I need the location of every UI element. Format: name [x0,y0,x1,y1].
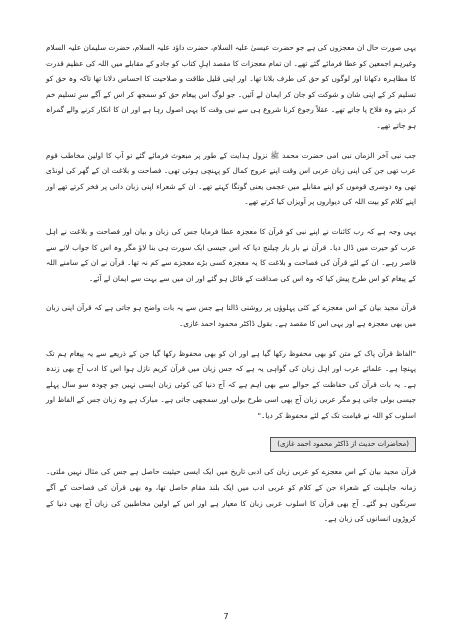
paragraph-6: قرآن مجید بیان کے اس معجزے کو عربی زبان کی ادبی تاریخ میں ایک ایسی حیثیت حاصل ہے جس کی مثال نہیں ملتی۔ زمانہ جاہلیت کے شعراء جن کے کلام کو عربی ادب میں ایک بلند مقام حاصل تھا، وہ بھی قرآن کی فصاحت کے آگے سرنگوں ہو گئے۔ آج بھی قرآن کا اسلوب عربی زبان کا معیار ہے اور اس کے اولین مخاطبین کی زبان آج بھی دنیا کے کروڑوں انسانوں کی زبان ہے۔ [46,467,416,524]
paragraph-4: قرآن مجید بیان کے اس معجزے کے کئی پہلوؤں پر روشنی ڈالتا ہے جس سے یہ بات واضح ہو جاتی ہے کہ قرآن اپنی زبان میں بھی معجزہ ہے اور یہی اس کا مقصد ہے۔ بقول ڈاکٹر محمود احمد غازی۔ [46,303,416,328]
source-citation-box: (محاضرات حدیث از ڈاکٹر محمود احمد غازی) [270,437,416,452]
quotation-paragraph: "الفاظ قرآن پاک کے متن کو بھی محفوظ رکھا گیا ہے اور ان کو بھی محفوظ رکھا گیا جن کے ذریعے سے یہ پیغام ہم تک پہنچا ہے۔ علمائے عرب اور اہل زبان کی گواہی یہ ہے کہ جس زبان میں قرآن کریم نازل ہوا اس کا ادب آج بھی زندہ ہے۔ یہ بات قرآن کی حفاظت کے حوالے سے بھی اہم ہے کہ آج دنیا کی کوئی زبان ایسی نہیں جو چودہ سو سال پہلے جیسی بولی جاتی ہو مگر عربی زبان آج بھی اسی طرح بولی اور سمجھی جاتی ہے۔ مبارک ہے وہ زبان جس کے الفاظ اور اسلوب کو اللہ نے قیامت تک کے لئے محفوظ کر دیا۔" [46,348,416,420]
paragraph-3: یہی وجہ ہے کہ رب کائنات نے اپنے نبی کو قرآن کا معجزہ عطا فرمایا جس کی زبان و بیان اور فصاحت و بلاغت نے اہل عرب کو حیرت میں ڈال دیا۔ قرآن نے بار بار چیلنج دیا کہ اس جیسی ایک سورت ہی بنا لاؤ مگر وہ اس کا جواب لانے سے قاصر رہے۔ ان کے لئے قرآن کی فصاحت و بلاغت کا یہ معجزہ کسی بڑے معجزے سے کم نہ تھا۔ قرآن نے ان کے سامنے اللہ کے پیغام کو اس طرح پیش کیا کہ وہ اس کی صداقت کے قائل ہو گئے اور ان میں سے بہت سے ایمان لے آئے۔ [46,226,416,283]
page-number: 7 [223,612,229,621]
paragraph-2: جب نبی آخر الزماں نبی امی حضرت محمد ﷺ نزول ہدایت کے طور پر مبعوث فرمائے گئے تو آپ کا اولین مخاطب قوم عرب تھی جن کی اپنی زبان عربی اس وقت اپنے عروج کمال کو پہنچی ہوئی تھی۔ فصاحت و بلاغت ان کے گھر کی لونڈی تھی وہ دوسری قوموں کو اپنے مقابلے میں عجمی یعنی گونگا کہتے تھے۔ ان کے شعراء اپنی زبان دانی پر فخر کرتے تھے اور اپنے کلام کو بیت اللہ کی دیواروں پر آویزاں کیا کرتے تھے۔ [46,150,416,207]
paragraph-1: یہی صورت حال ان معجزوں کی ہے جو حضرت عیسیٰ علیہ السلام، حضرت داؤد علیہ السلام، حضرت سلیمان علیہ السلام وغیرہم اجمعین کو عطا فرمائے گئے تھے۔ ان تمام معجزات کا مقصد اہلِ کتاب کو جادو کے مقابلے میں اللہ کی عظیم قدرت کا مظاہرہ دکھانا اور لوگوں کو حق کی طرف بلانا تھا۔ اور اپنی قلیل طاقت و صلاحیت کا احساس دلانا تھا تاکہ وہ حق کو تسلیم کر کے اپنی شان و شوکت کو جان کر ایمان لے آئیں۔ جو لوگ اس پیغام حق کو سمجھ کر اس کے آگے سرِ تسلیم خم کر دیتے وہ فلاح پا جاتے تھے۔ عقلاً رجوع کرنا شروع ہی سے نبی وقت کا یہی اصول رہا ہے اور ان کا انکار کرنے والے گمراہ ہو جاتے تھے۔ [46,43,416,130]
document-page [46,40,416,541]
